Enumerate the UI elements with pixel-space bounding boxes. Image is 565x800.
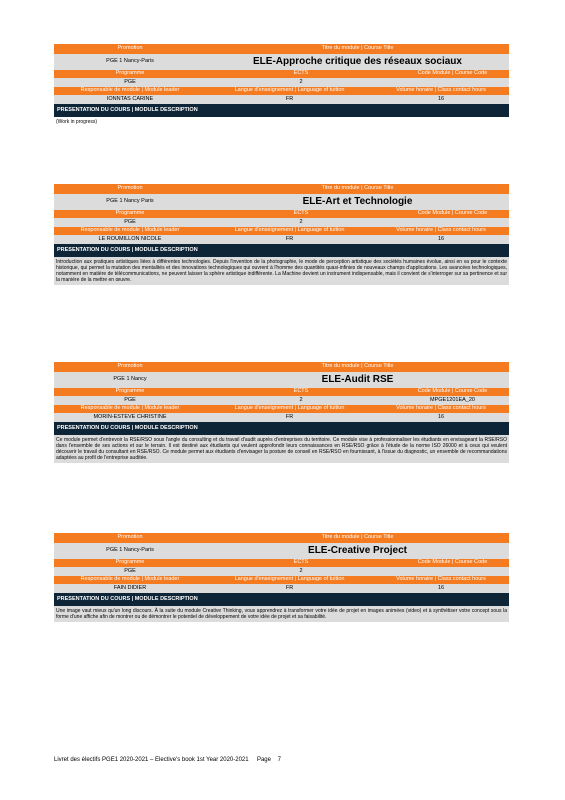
- module-title: ELE-Creative Project: [308, 545, 407, 556]
- leader-row: [54, 584, 509, 593]
- promotion-row: [54, 54, 509, 70]
- leader-header: Responsable de module | Module leader: [80, 405, 180, 412]
- ects-value: 2: [299, 567, 303, 574]
- hours-header: Volume horaire | Class contact hours: [396, 576, 486, 583]
- promotion-row: [54, 543, 509, 559]
- ects-header: ECTS: [293, 210, 309, 217]
- language-header: Langue d'enseignement | Language of tuition: [234, 87, 345, 94]
- module-code-value: [396, 218, 509, 227]
- module-block: [54, 533, 509, 622]
- header-row-2: [54, 210, 509, 218]
- module-block: [54, 184, 509, 285]
- module-title-header: Titre du module | Course Title: [321, 534, 394, 541]
- presentation-header: PRESENTATION DU COURS | MODULE DESCRIPTION: [54, 244, 509, 257]
- hours-header: Volume horaire | Class contact hours: [396, 227, 486, 234]
- promotion-value: PGE 1 Nancy-Paris: [106, 58, 154, 65]
- promotion-row: [54, 194, 509, 210]
- module-block: [54, 44, 509, 127]
- module-title-header: Titre du module | Course Title: [321, 45, 394, 52]
- promotion-value: PGE 1 Nancy-Paris: [106, 547, 154, 554]
- module-description: Introduction aux pratiques artistiques liées à différentes technologies. Depuis l'invention de la photographie, le mode de perception artistique des sociétés humaines évolue, ainsi en va pour le contexte historique, qui permet la mutation des mentalités et des innovations technologiques qui ouvrent à l'homme des quantités quasi-infinies de nouveaux champs d'applications. Les avancées technologiques, notamment en matière de télécommunications, ne peuvent laisser la sphère artistique indifférente. La Machine devient un instrument indispensable, mais il convient de s'interroger sur sa pertinence et sur la manière de la mettre en œuvre.: [56, 259, 507, 283]
- leader-row: [54, 413, 509, 422]
- programme-row: [54, 78, 509, 87]
- module-block: [54, 362, 509, 463]
- programme-row: [54, 218, 509, 227]
- ects-header: ECTS: [293, 70, 309, 77]
- header-row-2: [54, 388, 509, 396]
- leader-header: Responsable de module | Module leader: [80, 227, 180, 234]
- ects-value: 2: [299, 78, 303, 85]
- presentation-header: PRESENTATION DU COURS | MODULE DESCRIPTION: [54, 422, 509, 435]
- module-code-value: [396, 78, 509, 87]
- module-description: Une image vaut mieux qu'un long discours. À la suite du module Creative Thinking, vous apprendrez à transformer votre idée de projet en images animées (video) et à synthétiser votre concept sous la forme d'une affiche afin de montrer ou de démontrer le potentiel de développement de votre idée de projet et sa faisabilité.: [56, 608, 507, 620]
- programme-header: Programme: [115, 210, 145, 217]
- ects-header: ECTS: [293, 559, 309, 566]
- language-value: FR: [285, 584, 294, 591]
- footer-page-label: Page: [256, 757, 271, 763]
- presentation-header: PRESENTATION DU COURS | MODULE DESCRIPTION: [54, 593, 509, 606]
- leader-row: [54, 95, 509, 104]
- programme-row: [54, 567, 509, 576]
- promotion-header: Promotion: [117, 45, 143, 52]
- programme-row: [54, 396, 509, 405]
- module-code-value: MPGE1201EA_20: [430, 396, 475, 403]
- page-footer: [54, 757, 281, 763]
- header-row-1: [54, 362, 509, 372]
- module-code-header: Code Module | Course Code: [417, 388, 488, 395]
- hours-header: Volume horaire | Class contact hours: [396, 405, 486, 412]
- leader-value: FAIN DIDIER: [113, 584, 147, 591]
- header-row-1: [54, 44, 509, 54]
- promotion-header: Promotion: [117, 534, 143, 541]
- promotion-header: Promotion: [117, 185, 143, 192]
- language-header: Langue d'enseignement | Language of tuition: [234, 405, 345, 412]
- language-header: Langue d'enseignement | Language of tuition: [234, 576, 345, 583]
- ects-value: 2: [299, 396, 303, 403]
- header-row-3: [54, 227, 509, 235]
- header-row-3: [54, 576, 509, 584]
- module-title-header: Titre du module | Course Title: [321, 185, 394, 192]
- promotion-value: PGE 1 Nancy: [113, 376, 147, 383]
- leader-header: Responsable de module | Module leader: [80, 576, 180, 583]
- hours-value: 16: [437, 95, 445, 102]
- leader-value: IONNTAS CARINE: [106, 95, 154, 102]
- footer-text: Livret des électifs PGE1 2020-2021 – Elective's book 1st Year 2020-2021: [54, 757, 249, 763]
- module-title: ELE-Audit RSE: [321, 374, 394, 385]
- programme-header: Programme: [115, 70, 145, 77]
- language-value: FR: [285, 413, 294, 420]
- header-row-1: [54, 184, 509, 194]
- language-value: FR: [285, 235, 294, 242]
- leader-value: LE ROUMILLON NICOLE: [98, 235, 162, 242]
- presentation-header: PRESENTATION DU COURS | MODULE DESCRIPTION: [54, 104, 509, 117]
- promotion-value: PGE 1 Nancy Paris: [106, 198, 154, 205]
- hours-header: Volume horaire | Class contact hours: [396, 87, 486, 94]
- leader-row: [54, 235, 509, 244]
- promotion-row: [54, 372, 509, 388]
- module-description: Ce module permet d'entrevoir la RSE/RSO sous l'angle du consulting et du travail d'audit auprès d'entreprises du territoire. Ce module vise à professionnaliser les étudiants en envisageant la RSE/RSO dans l'ensemble de ses actions et sur le terrain. Il est destiné aux étudiants qui veulent approfondir leurs connaissances en RSE/RSO grâce à l'étude de la norme ISO 26000 et à ceux qui veulent découvrir le travail du consultant en RSE/RSO. Ce module permet aux étudiants d'envisager la posture de conseil en RSE/RSO en fournissant, à l'issue du diagnostic, un ensemble de recommandations adaptées au profil de l'entreprise auditée.: [56, 437, 507, 461]
- programme-value: PGE: [124, 396, 136, 403]
- leader-value: MORIN-ESTEVE CHRISTINE: [93, 413, 167, 420]
- promotion-header: Promotion: [117, 363, 143, 370]
- header-row-2: [54, 70, 509, 78]
- language-value: FR: [285, 95, 294, 102]
- footer-page-number: 7: [277, 757, 281, 763]
- module-title: ELE-Art et Technologie: [302, 196, 413, 207]
- programme-value: PGE: [124, 78, 136, 85]
- module-title: ELE-Approche critique des réseaux sociaux: [253, 56, 462, 67]
- hours-value: 16: [437, 584, 445, 591]
- leader-header: Responsable de module | Module leader: [80, 87, 180, 94]
- module-code-value: [396, 567, 509, 576]
- programme-value: PGE: [124, 218, 136, 225]
- module-code-header: Code Module | Course Code: [417, 70, 488, 77]
- language-header: Langue d'enseignement | Language of tuition: [234, 227, 345, 234]
- programme-header: Programme: [115, 388, 145, 395]
- hours-value: 16: [437, 235, 445, 242]
- header-row-3: [54, 405, 509, 413]
- programme-value: PGE: [124, 567, 136, 574]
- header-row-3: [54, 87, 509, 95]
- ects-value: 2: [299, 218, 303, 225]
- module-code-header: Code Module | Course Code: [417, 559, 488, 566]
- module-title-header: Titre du module | Course Title: [321, 363, 394, 370]
- module-description: (Work in progress): [54, 117, 509, 127]
- ects-header: ECTS: [293, 388, 309, 395]
- header-row-1: [54, 533, 509, 543]
- header-row-2: [54, 559, 509, 567]
- programme-header: Programme: [115, 559, 145, 566]
- hours-value: 16: [437, 413, 445, 420]
- module-code-header: Code Module | Course Code: [417, 210, 488, 217]
